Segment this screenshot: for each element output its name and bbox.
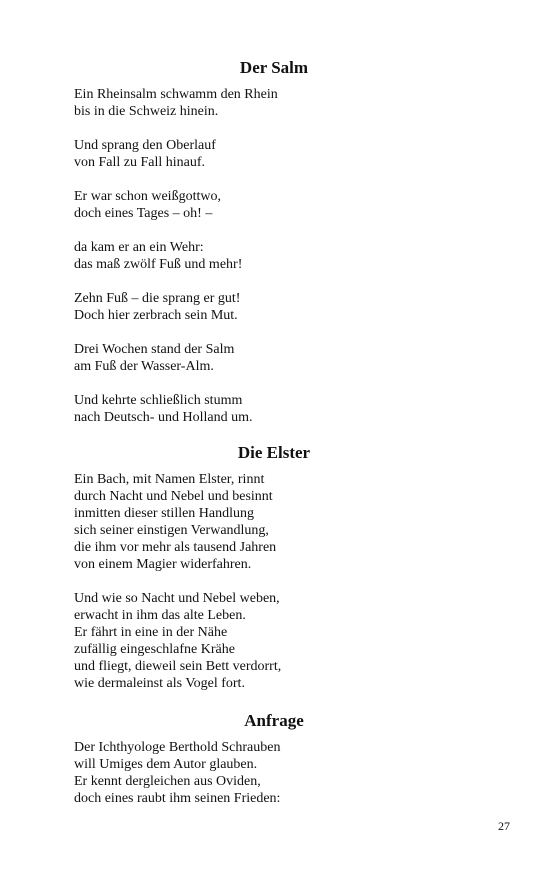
poem-title: Der Salm (239, 58, 309, 77)
verse-line: doch eines raubt ihm seinen Frieden: (74, 791, 281, 806)
stanza (74, 137, 474, 171)
stanza (74, 86, 474, 120)
poem-title: Anfrage (244, 711, 304, 730)
verse-line: zufällig eingeschlafne Krähe (74, 642, 235, 657)
verse-line: inmitten dieser stillen Handlung (74, 506, 255, 521)
stanza (74, 471, 474, 573)
verse-line: bis in die Schweiz hinein. (74, 104, 219, 119)
verse-line: Er kennt dergleichen aus Oviden, (74, 774, 261, 789)
verse-line: Der Ichthyologe Berthold Schrauben (74, 740, 281, 755)
verse-line: von einem Magier widerfahren. (74, 557, 252, 572)
verse-line: Er fährt in eine in der Nähe (74, 625, 228, 640)
verse-line: sich seiner einstigen Verwandlung, (74, 523, 269, 538)
stanza (74, 239, 474, 273)
poem-der-salm (74, 58, 474, 426)
stanza (74, 341, 474, 375)
verse-line: und fliegt, dieweil sein Bett verdorrt, (74, 659, 282, 674)
stanza (74, 590, 474, 692)
stanza (74, 392, 474, 426)
stanza (74, 290, 474, 324)
poem-anfrage (74, 711, 474, 807)
stanza (74, 739, 474, 807)
verse-line: doch eines Tages – oh! – (74, 206, 213, 221)
verse-line: erwacht in ihm das alte Leben. (74, 608, 246, 623)
poem-title: Die Elster (237, 443, 311, 462)
verse-line: Und sprang den Oberlauf (74, 138, 216, 153)
verse-line: Zehn Fuß – die sprang er gut! (74, 291, 241, 306)
verse-line: da kam er an ein Wehr: (74, 240, 204, 255)
page-number: 27 (498, 819, 510, 833)
verse-line: Drei Wochen stand der Salm (74, 342, 235, 357)
verse-line: Und kehrte schließlich stumm (74, 393, 243, 408)
verse-line: wie dermaleinst als Vogel fort. (74, 676, 245, 691)
verse-line: Ein Rheinsalm schwamm den Rhein (74, 87, 278, 102)
verse-line: das maß zwölf Fuß und mehr! (74, 257, 243, 272)
verse-line: die ihm vor mehr als tausend Jahren (74, 540, 277, 555)
verse-line: nach Deutsch- und Holland um. (74, 410, 253, 425)
verse-line: Doch hier zerbrach sein Mut. (74, 308, 238, 323)
verse-line: am Fuß der Wasser-Alm. (74, 359, 214, 374)
verse-line: durch Nacht und Nebel und besinnt (74, 489, 273, 504)
verse-line: will Umiges dem Autor glauben. (74, 757, 258, 772)
verse-line: Und wie so Nacht und Nebel weben, (74, 591, 280, 606)
stanza (74, 188, 474, 222)
poem-die-elster (74, 443, 474, 692)
verse-line: Ein Bach, mit Namen Elster, rinnt (74, 472, 265, 487)
verse-line: von Fall zu Fall hinauf. (74, 155, 206, 170)
verse-line: Er war schon weißgottwo, (74, 189, 221, 204)
